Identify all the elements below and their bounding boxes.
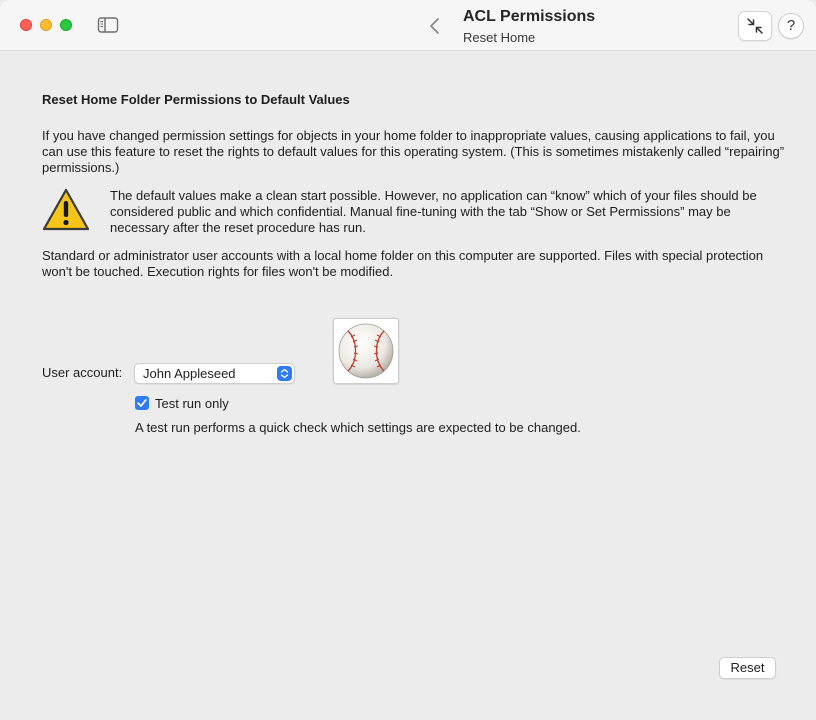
test-run-label[interactable]: Test run only: [155, 396, 229, 411]
help-icon: ?: [786, 17, 796, 34]
baseball-icon: [334, 319, 398, 383]
chevron-left-icon: [426, 15, 444, 37]
main-content: [0, 51, 816, 720]
sidebar-toggle-button[interactable]: [97, 16, 119, 34]
user-account-label: User account:: [42, 365, 123, 380]
support-note: Standard or administrator user accounts with a local home folder on this computer are supported. Files with special protection won't be touched. Execution rights for files won't be modified.: [42, 248, 764, 279]
back-button[interactable]: [426, 15, 444, 37]
minimize-window-button[interactable]: [40, 19, 52, 31]
warning-icon: [42, 188, 90, 232]
sidebar-toggle-icon: [97, 16, 119, 34]
intro-text: If you have changed permission settings for objects in your home folder to inappropriate values, causing applications to fail, you can use this feature to reset the rights to default values for this operating system. (This is sometimes mistakenly called “repairing” permissions.): [42, 128, 785, 175]
test-run-hint: A test run performs a quick check which settings are expected to be changed.: [135, 420, 581, 435]
window-subtitle: Reset Home: [463, 30, 536, 45]
warning-text: The default values make a clean start possible. However, no application can “know” which of your files should be considered public and which confidential. Manual fine-tuning with the tab “Show or Set Permissions” may be necessary after the reset procedure has run.: [110, 188, 757, 235]
reset-button[interactable]: Reset: [719, 657, 776, 679]
maximize-window-button[interactable]: [60, 19, 72, 31]
window-title: ACL Permissions: [463, 8, 596, 25]
test-run-checkbox[interactable]: [135, 396, 149, 410]
checkmark-icon: [135, 396, 149, 410]
close-window-button[interactable]: [20, 19, 32, 31]
collapse-button[interactable]: [738, 11, 772, 41]
title-bar: [0, 0, 816, 51]
collapse-icon: [746, 17, 764, 35]
user-picture: [333, 318, 399, 384]
user-account-select[interactable]: [134, 363, 295, 384]
section-heading: Reset Home Folder Permissions to Default Values: [42, 92, 350, 107]
select-arrows-icon: [277, 366, 292, 381]
help-button[interactable]: [778, 13, 804, 39]
user-account-value: John Appleseed: [143, 366, 236, 381]
